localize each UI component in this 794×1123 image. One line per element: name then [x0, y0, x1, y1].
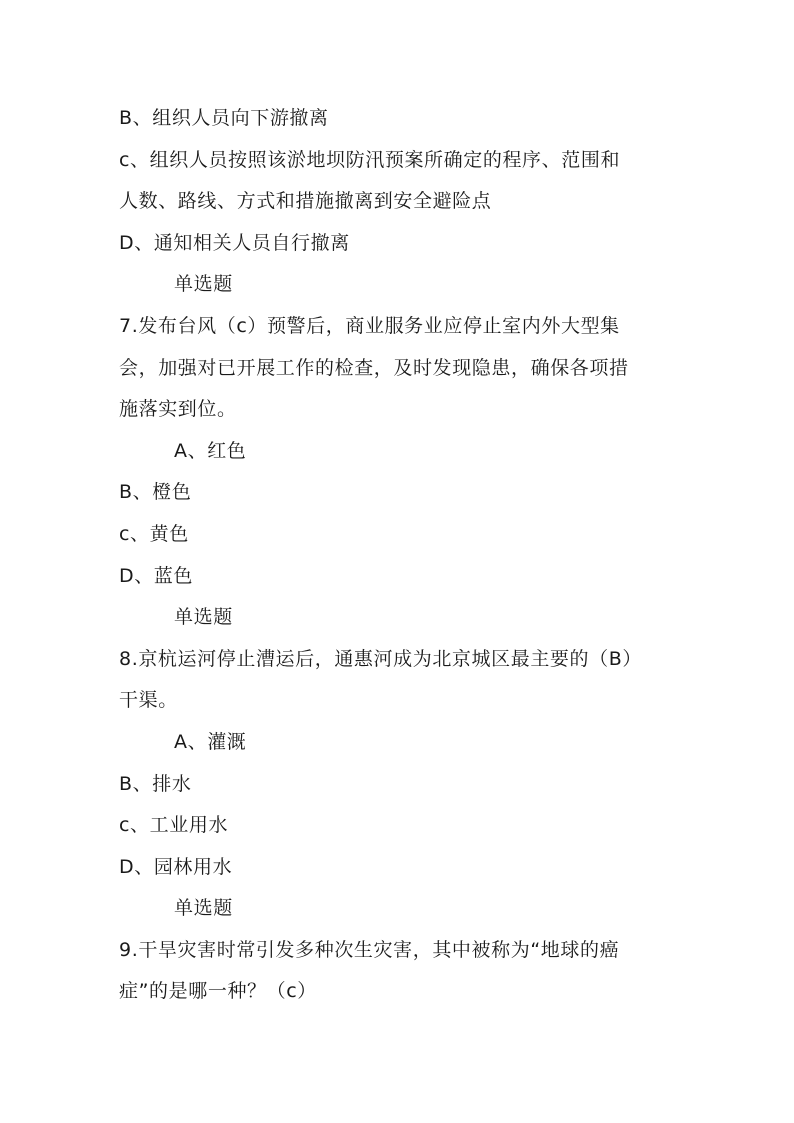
- question-type-label: 单选题: [174, 273, 233, 296]
- question-7-text-end: 施落实到位。: [119, 398, 237, 421]
- question-7-option-c: c、黄色: [119, 522, 189, 545]
- option-d-line: D、通知相关人员自行撤离: [119, 231, 350, 254]
- question-8-option-d: D、园林用水: [119, 855, 233, 878]
- question-8-option-b: B、排水: [119, 772, 192, 795]
- question-8-option-c: c、工业用水: [119, 814, 229, 837]
- question-7-option-b: B、橙色: [119, 481, 192, 504]
- question-type-label: 单选题: [174, 897, 233, 920]
- question-7-text: 7.发布台风（c）预警后，商业服务业应停止室内外大型集: [119, 314, 620, 337]
- question-7-text-continued: 会，加强对已开展工作的检查，及时发现隐患，确保各项措: [119, 356, 629, 379]
- option-b-line: B、组织人员向下游撤离: [119, 107, 329, 129]
- question-8-text-end: 干渠。: [119, 689, 178, 712]
- option-c-line: c、组织人员按照该淤地坝防汛预案所确定的程序、范围和: [119, 148, 621, 171]
- question-7-option-d: D、蓝色: [119, 564, 194, 587]
- question-type-label: 单选题: [174, 606, 233, 629]
- option-c-line-continued: 人数、路线、方式和措施撤离到安全避险点: [119, 190, 492, 213]
- question-7-option-a: A、红色: [174, 439, 247, 462]
- document-body: [119, 98, 679, 1013]
- question-8-text: 8.京杭运河停止漕运后，通惠河成为北京城区最主要的（B）: [119, 647, 642, 670]
- question-9-text: 9.干旱灾害时常引发多种次生灾害，其中被称为“地球的癌: [119, 938, 620, 961]
- question-9-text-end: 症”的是哪一种？（c）: [119, 980, 317, 1003]
- question-8-option-a: A、灌溉: [174, 730, 247, 753]
